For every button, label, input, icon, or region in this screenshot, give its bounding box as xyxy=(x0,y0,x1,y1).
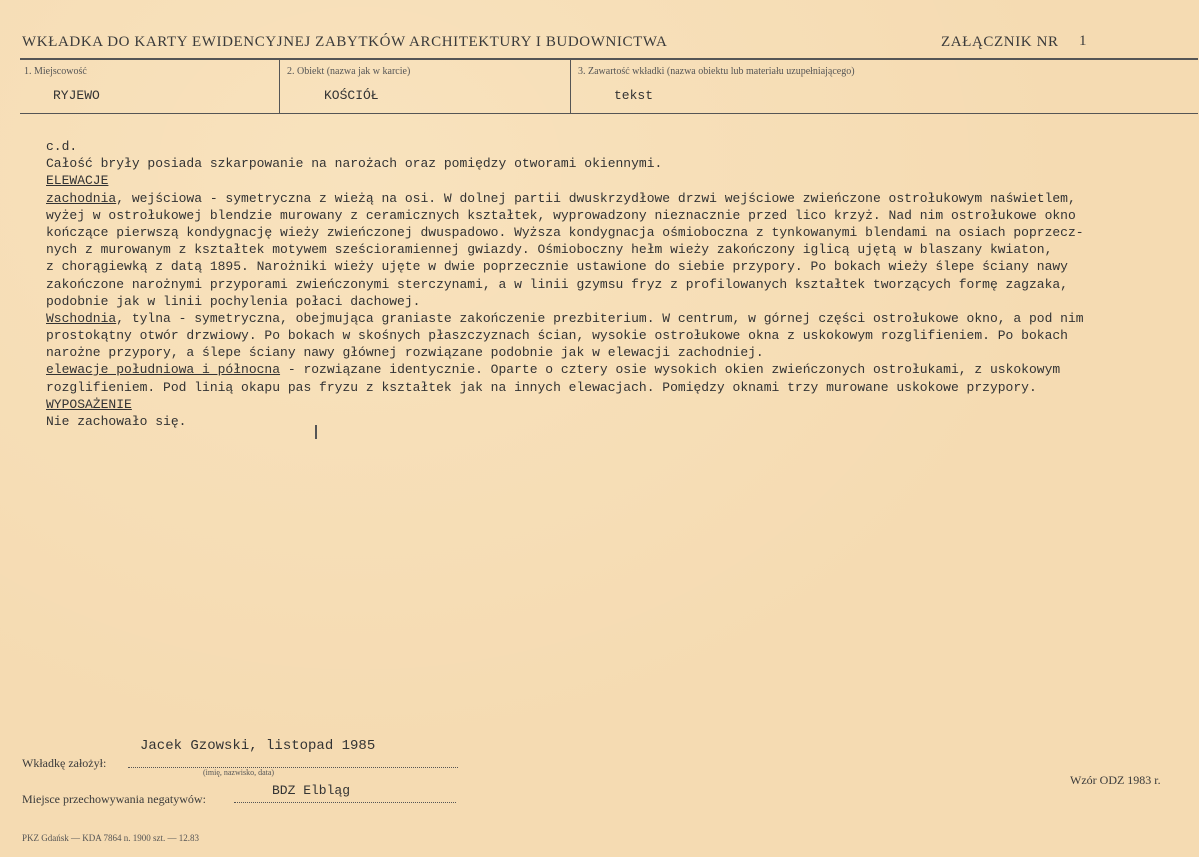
text-line: Nie zachowało się. xyxy=(46,414,187,429)
text-line: zachodnia, wejściowa - symetryczna z wieżą na osi. W dolnej partii dwuskrzydłowe drzwi wejściowe zwieńczone ostrołukowym naświetlem, xyxy=(46,190,1076,206)
section-heading: WYPOSAŻENIE xyxy=(46,396,132,412)
text-line: wyżej w ostrołukowej blendzie murowany z ceramicznych kształtek, wyprowadzony nieznacznie przed lico krzyż. Nad nim ostrołukowe okno xyxy=(46,207,1076,223)
annex-number: 1 xyxy=(1079,33,1087,49)
text-line: rozglifieniem. Pod linią okapu pas fryzu z kształtek jak na innych elewacjach. Pomiędzy oknami trzy murowane uskokowe przypory. xyxy=(46,379,1037,395)
content-label: 3. Zawartość wkładki (nazwa obiektu lub materiału uzupełniającego) xyxy=(578,66,855,77)
text-line: podobnie jak w linii pochylenia połaci dachowej. xyxy=(46,293,421,309)
locality-value: RYJEWO xyxy=(53,88,100,103)
object-label: 2. Obiekt (nazwa jak w karcie) xyxy=(287,66,411,77)
section-heading: Wschodnia xyxy=(46,310,117,326)
text-line: kończące pierwszą kondygnację wieży zwieńczonej dwuspadowo. Wyższa kondygnacja ośmioboczna z tynkowanymi blendami na osiach poprzecz- xyxy=(46,224,1084,240)
header-rule xyxy=(20,58,1198,60)
author-hint: (imię, nazwisko, data) xyxy=(203,768,275,777)
object-value: KOŚCIÓŁ xyxy=(324,88,379,103)
document-title: WKŁADKA DO KARTY EWIDENCYJNEJ ZABYTKÓW ARCHITEKTURY I BUDOWNICTWA xyxy=(22,34,668,50)
text-line: narożne przypory, a ślepe ściany nawy głównej rozwiązane podobnie jak w elewacji zachodniej. xyxy=(46,345,764,361)
author-value: Jacek Gzowski, listopad 1985 xyxy=(140,738,376,754)
section-heading: elewacje południowa i północna xyxy=(46,362,281,378)
content-value: tekst xyxy=(614,88,654,103)
annex-label: ZAŁĄCZNIK NR xyxy=(941,34,1059,50)
form-code: Wzór ODZ 1983 r. xyxy=(1070,773,1161,787)
section-heading: ELEWACJE xyxy=(46,173,109,189)
field-divider-2 xyxy=(570,59,571,113)
text-line: c.d. xyxy=(46,139,78,154)
author-dotted-line xyxy=(128,767,458,768)
text-line: nych z murowanym z kształtek motywem sześcioramiennej gwiazdy. Ośmioboczny hełm wieży zakończony iglicą ujętą w blaszany kwiaton, xyxy=(46,242,1053,258)
text-line: z chorągiewką z datą 1895. Narożniki wieży ujęte w dwie poprzecznie ustawione do siebie przypory. Po bokach wieży ślepe ściany nawy xyxy=(46,259,1068,275)
storage-value: BDZ Elbląg xyxy=(272,783,351,798)
text-line: elewacje południowa i północna - rozwiązane identycznie. Oparte o cztery osie wysokich okien zwieńczonych ostrołukami, z uskokowym xyxy=(46,362,1061,378)
locality-label: 1. Miejscowość xyxy=(24,66,87,77)
text-line: Wschodnia, tylna - symetryczna, obejmująca graniaste zakończenie prezbiterium. W centrum, w górnej części ostrołukowe okno, a pod nim xyxy=(46,310,1084,326)
text-line: Całość bryły posiada szkarpowanie na narożach oraz pomiędzy otworami okiennymi. xyxy=(46,156,663,172)
fields-bottom-rule xyxy=(20,113,1198,114)
section-heading: zachodnia xyxy=(46,190,117,206)
field-divider-1 xyxy=(279,59,280,113)
stray-pen-mark xyxy=(315,425,317,439)
text-line: prostokątny otwór drzwiowy. Po bokach w skośnych płaszczyznach ścian, wysokie ostrołukowe okna z uskokowym rozglifieniem. Po bokach xyxy=(46,328,1068,344)
storage-label: Miejsce przechowywania negatywów: xyxy=(22,792,206,806)
text-line xyxy=(46,396,1186,413)
storage-dotted-line xyxy=(234,802,456,803)
printer-imprint: PKZ Gdańsk — KDA 7864 n. 1900 szt. — 12.83 xyxy=(22,833,199,843)
text-line xyxy=(46,172,1186,189)
description-text xyxy=(46,138,1186,430)
author-label: Wkładkę założył: xyxy=(22,756,107,770)
text-line: zakończone narożnymi przyporami zwieńczonymi sterczynami, a w linii gzymsu fryz z profilowanych kształtek tworzących formę zagzaka, xyxy=(46,276,1068,292)
